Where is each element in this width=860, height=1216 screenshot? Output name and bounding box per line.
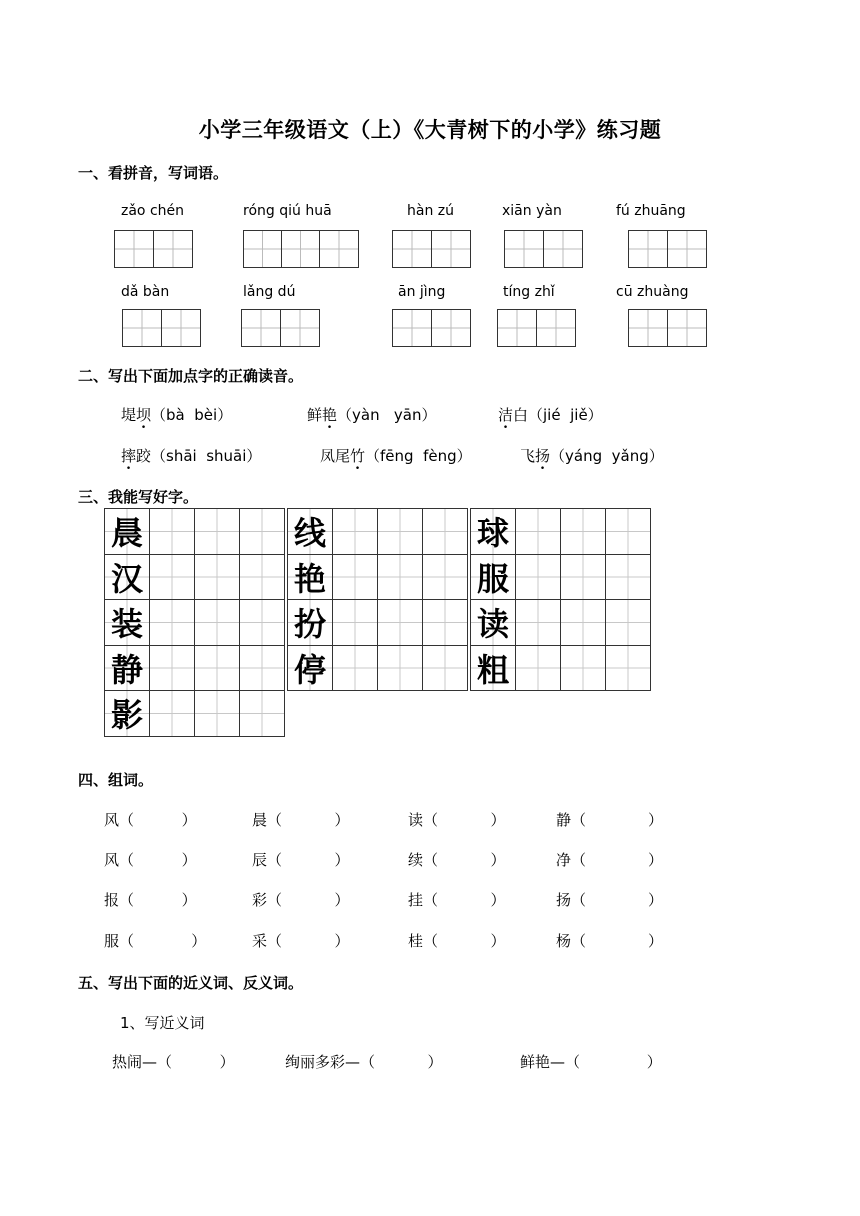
practice-cell[interactable] [150,509,195,555]
practice-cell[interactable] [333,646,378,692]
dotted-char: 坝 [136,406,152,424]
reading-options: （bà bèi） [151,406,233,424]
model-character: 装 [105,600,150,646]
model-character: 读 [471,600,516,646]
section-heading-4: 四、组词。 [78,771,154,789]
dotted-char: 扬 [535,447,551,465]
practice-cell[interactable] [423,600,468,646]
answer-box-5[interactable] [628,230,707,268]
writing-group-3 [470,508,651,691]
answer-box-6[interactable] [122,309,201,347]
practice-cell[interactable] [240,509,285,555]
practice-cell[interactable] [150,600,195,646]
model-character: 线 [288,509,333,555]
practice-cell[interactable] [333,555,378,601]
synonym-label: 1、写近义词 [120,1014,205,1032]
word-group-item[interactable]: 静（ ） [556,811,663,829]
practice-cell[interactable] [606,646,651,692]
reading-options: 跤（shāi shuāi） [136,447,262,465]
practice-cell[interactable] [516,555,561,601]
reading-options: （fēng fèng） [365,447,472,465]
page-title: 小学三年级语文（上）《大青树下的小学》练习题 [198,118,662,142]
model-character: 粗 [471,646,516,692]
word-group-item[interactable]: 杨（ ） [556,932,663,950]
reading-options: （yáng yǎng） [550,447,664,465]
practice-cell[interactable] [240,646,285,692]
reading-pre: 堤 [121,406,137,424]
reading-options: 白（jié jiě） [513,406,603,424]
practice-cell[interactable] [606,509,651,555]
word-group-item[interactable]: 挂（ ） [408,891,506,909]
word-group-item[interactable]: 报（ ） [104,891,197,909]
synonym-item-1[interactable]: 热闹—（ ） [112,1053,235,1071]
word-group-item[interactable]: 续（ ） [408,851,506,869]
practice-cell[interactable] [150,691,195,737]
reading-pre: 飞 [520,447,536,465]
practice-cell[interactable] [561,555,606,601]
answer-box-10[interactable] [628,309,707,347]
practice-cell[interactable] [378,600,423,646]
practice-cell[interactable] [195,646,240,692]
pinyin-4: xiān yàn [502,203,562,219]
answer-box-2[interactable] [243,230,359,268]
practice-cell[interactable] [195,555,240,601]
practice-cell[interactable] [195,509,240,555]
practice-cell[interactable] [378,555,423,601]
reading-options: （yàn yān） [337,406,437,424]
section-heading-2: 二、写出下面加点字的正确读音。 [78,367,304,385]
word-group-item[interactable]: 彩（ ） [252,891,350,909]
word-group-item[interactable]: 辰（ ） [252,851,350,869]
practice-cell[interactable] [561,600,606,646]
model-character: 汉 [105,555,150,601]
model-character: 球 [471,509,516,555]
answer-box-3[interactable] [392,230,471,268]
practice-cell[interactable] [606,555,651,601]
practice-cell[interactable] [150,646,195,692]
section-heading-3: 三、我能写好字。 [78,488,199,506]
practice-cell[interactable] [423,646,468,692]
pinyin-8: ān jìng [398,284,446,300]
reading-item-4 [121,445,261,466]
dotted-char: 竹 [350,447,366,465]
model-character: 艳 [288,555,333,601]
model-character: 停 [288,646,333,692]
word-group-item[interactable]: 采（ ） [252,932,350,950]
reading-item-3 [498,404,603,425]
answer-box-8[interactable] [392,309,471,347]
model-character: 扮 [288,600,333,646]
pinyin-9: tíng zhǐ [503,284,555,300]
answer-box-9[interactable] [497,309,576,347]
word-group-item[interactable]: 扬（ ） [556,891,663,909]
writing-group-2 [287,508,468,691]
word-group-item[interactable]: 读（ ） [408,811,506,829]
practice-cell[interactable] [561,509,606,555]
reading-item-6 [520,445,664,466]
practice-cell[interactable] [378,509,423,555]
practice-cell[interactable] [516,509,561,555]
dotted-char: 洁 [498,406,514,424]
practice-cell[interactable] [423,555,468,601]
practice-cell[interactable] [195,691,240,737]
answer-box-7[interactable] [241,309,320,347]
pinyin-6: dǎ bàn [121,284,170,300]
reading-item-5 [320,445,472,466]
practice-cell[interactable] [561,646,606,692]
pinyin-1: zǎo chén [121,203,184,219]
model-character: 晨 [105,509,150,555]
word-group-item[interactable]: 净（ ） [556,851,663,869]
practice-cell[interactable] [423,509,468,555]
reading-pre: 凤尾 [320,447,351,465]
practice-cell[interactable] [516,600,561,646]
practice-cell[interactable] [240,600,285,646]
practice-cell[interactable] [240,691,285,737]
word-group-item[interactable]: 服（ ） [104,932,207,950]
pinyin-3: hàn zú [407,203,454,219]
model-character: 服 [471,555,516,601]
synonym-item-2[interactable]: 绚丽多彩—（ ） [285,1053,443,1071]
dotted-char: 摔 [121,447,137,465]
answer-box-4[interactable] [504,230,583,268]
practice-cell[interactable] [606,600,651,646]
practice-cell[interactable] [150,555,195,601]
practice-cell[interactable] [333,509,378,555]
pinyin-5: fú zhuāng [616,203,686,219]
synonym-item-3[interactable]: 鲜艳—（ ） [520,1053,662,1071]
reading-pre: 鲜 [307,406,323,424]
word-group-item[interactable]: 风（ ） [104,851,197,869]
word-group-item[interactable]: 晨（ ） [252,811,350,829]
model-character: 静 [105,646,150,692]
word-group-item[interactable]: 桂（ ） [408,932,506,950]
section-heading-1: 一、看拼音，写词语。 [78,164,229,182]
word-group-item[interactable]: 风（ ） [104,811,197,829]
reading-item-1 [121,404,232,425]
writing-group-1 [104,508,285,737]
answer-box-1[interactable] [114,230,193,268]
pinyin-10: cū zhuàng [616,284,689,300]
practice-cell[interactable] [516,646,561,692]
section-heading-5: 五、写出下面的近义词、反义词。 [78,974,304,992]
practice-cell[interactable] [333,600,378,646]
dotted-char: 艳 [322,406,338,424]
pinyin-7: lǎng dú [243,284,296,300]
practice-cell[interactable] [240,555,285,601]
pinyin-2: róng qiú huā [243,203,332,219]
model-character: 影 [105,691,150,737]
practice-cell[interactable] [378,646,423,692]
practice-cell[interactable] [195,600,240,646]
reading-item-2 [307,404,437,425]
